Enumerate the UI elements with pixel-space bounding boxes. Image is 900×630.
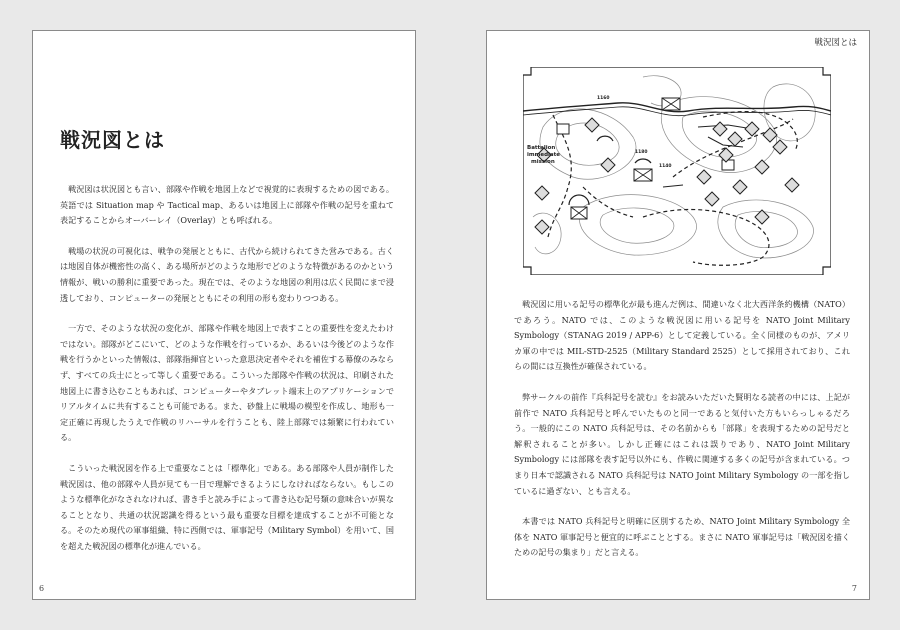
svg-text:Battalion: Battalion: [527, 145, 556, 151]
situation-map: [523, 67, 831, 275]
page-number: 6: [39, 584, 45, 593]
paragraph: 本書では NATO 兵科記号と明確に区別するため、NATO Joint Military Symbology 全体を NATO 軍事記号と便宜的に呼ぶこととする。まさに NATO 軍事記号は「戦況図を描くための記号の集まり」だと言える。: [514, 516, 850, 558]
paragraph: 弊サークルの前作『兵科記号を読む』をお読みいただいた賢明なる読者の中には、上記が前作で NATO 兵科記号と呼んでいたものと同一であると気付いた方もいらっしゃるだろう。一般的にこの NATO 兵科記号は、その名前からも「部隊」を表現するための記号だと解釈されることが多い。しかし正確にはこれは誤りであり、NATO Joint Military Symbology には部隊を表す記号以外にも、作戦に関連する多くの記号が含まれている。つまり日本で認識される NATO 兵科記号は NATO Joint Military Symbology の一部を指しているに過ぎない、とも言える。: [514, 391, 850, 496]
svg-text:mission: mission: [531, 159, 555, 165]
svg-text:1140: 1140: [659, 164, 672, 169]
svg-text:1180: 1180: [635, 150, 648, 155]
right-page: [486, 30, 870, 600]
left-page: [32, 30, 416, 600]
paragraph: 一方で、そのような状況の変化が、部隊や作戦を地図上で表すことの重要性を変えたわけではない。部隊がどこにいて、どのような作戦を行っているか、あるいは今後どのような作戦を行うかといった情報は、部隊指揮官といった意思決定者やそれを補佐する幕僚のみならず、すべての兵士にとって等しく重要である。こういった部隊や作戦の状況は、印刷された地図上に書き込むこともあれば、コンピューターやタブレット端末上のアプリケーションでリアルタイムに共有することも可能である。また、砂盤上に戦場の模型を作成し、地形も一定正確に再現したうえで作戦のリハーサルを行うことも、陸上部隊では頻繁に行われている。: [60, 323, 394, 443]
right-body-text: [514, 297, 850, 576]
paragraph: 戦場の状況の可視化は、戦争の発展とともに、古代から続けられてきた営みである。古くは地図自体が機密性の高く、ある場所がどのような地形でどのような特徴があるのかという情報が、戦いの勝利に重要であった。現在では、そのような地図の利用は広く民間にまで浸透しており、コンピューターの発展とともにその利用の形も変わりつつある。: [60, 245, 394, 303]
running-head: 戦況図とは: [814, 38, 857, 48]
svg-text:immediate: immediate: [527, 152, 560, 158]
page-number: 7: [851, 584, 857, 593]
page-title: 戦況図とは: [60, 128, 165, 152]
paragraph: 戦況図は状況図とも言い、部隊や作戦を地図上などで視覚的に表現するための図である。英語では Situation map や Tactical map、あるいは地図上に部隊や作戦の記号を重ねて表記することからオーバーレイ（Overlay）とも呼ばれる。: [60, 184, 394, 226]
situation-map-graphic: [523, 67, 831, 275]
svg-text:1160: 1160: [597, 96, 610, 101]
left-body-text: [60, 182, 394, 569]
paragraph: こういった戦況図を作る上で重要なことは「標準化」である。ある部隊や人員が制作した戦況図は、他の部隊や人員が見ても一目で理解できるようにしなければならない。もしこのような標準化がなされなければ、書き手と読み手によって書き込む記号類の意味合いが異なることとなり、共通の状況認識を得るという最も重要な目標を達成することが不可能となる。そのため現代の軍事組織、特に西側では、軍事記号（Military Symbol）を用いて、国を超えた戦況図の標準化が進んでいる。: [60, 462, 394, 551]
paragraph: 戦況図に用いる記号の標準化が最も進んだ例は、間違いなく北大西洋条約機構（NATO）であろう。NATO では、このような戦況図に用いる記号を NATO Joint Military Symbology（STANAG 2019 / APP-6）として定義している。全く同様のものが、アメリカ軍の中では MIL-STD-2525（Military Standard 2525）として採用されており、これらの間には互換性が確保されている。: [514, 299, 850, 372]
